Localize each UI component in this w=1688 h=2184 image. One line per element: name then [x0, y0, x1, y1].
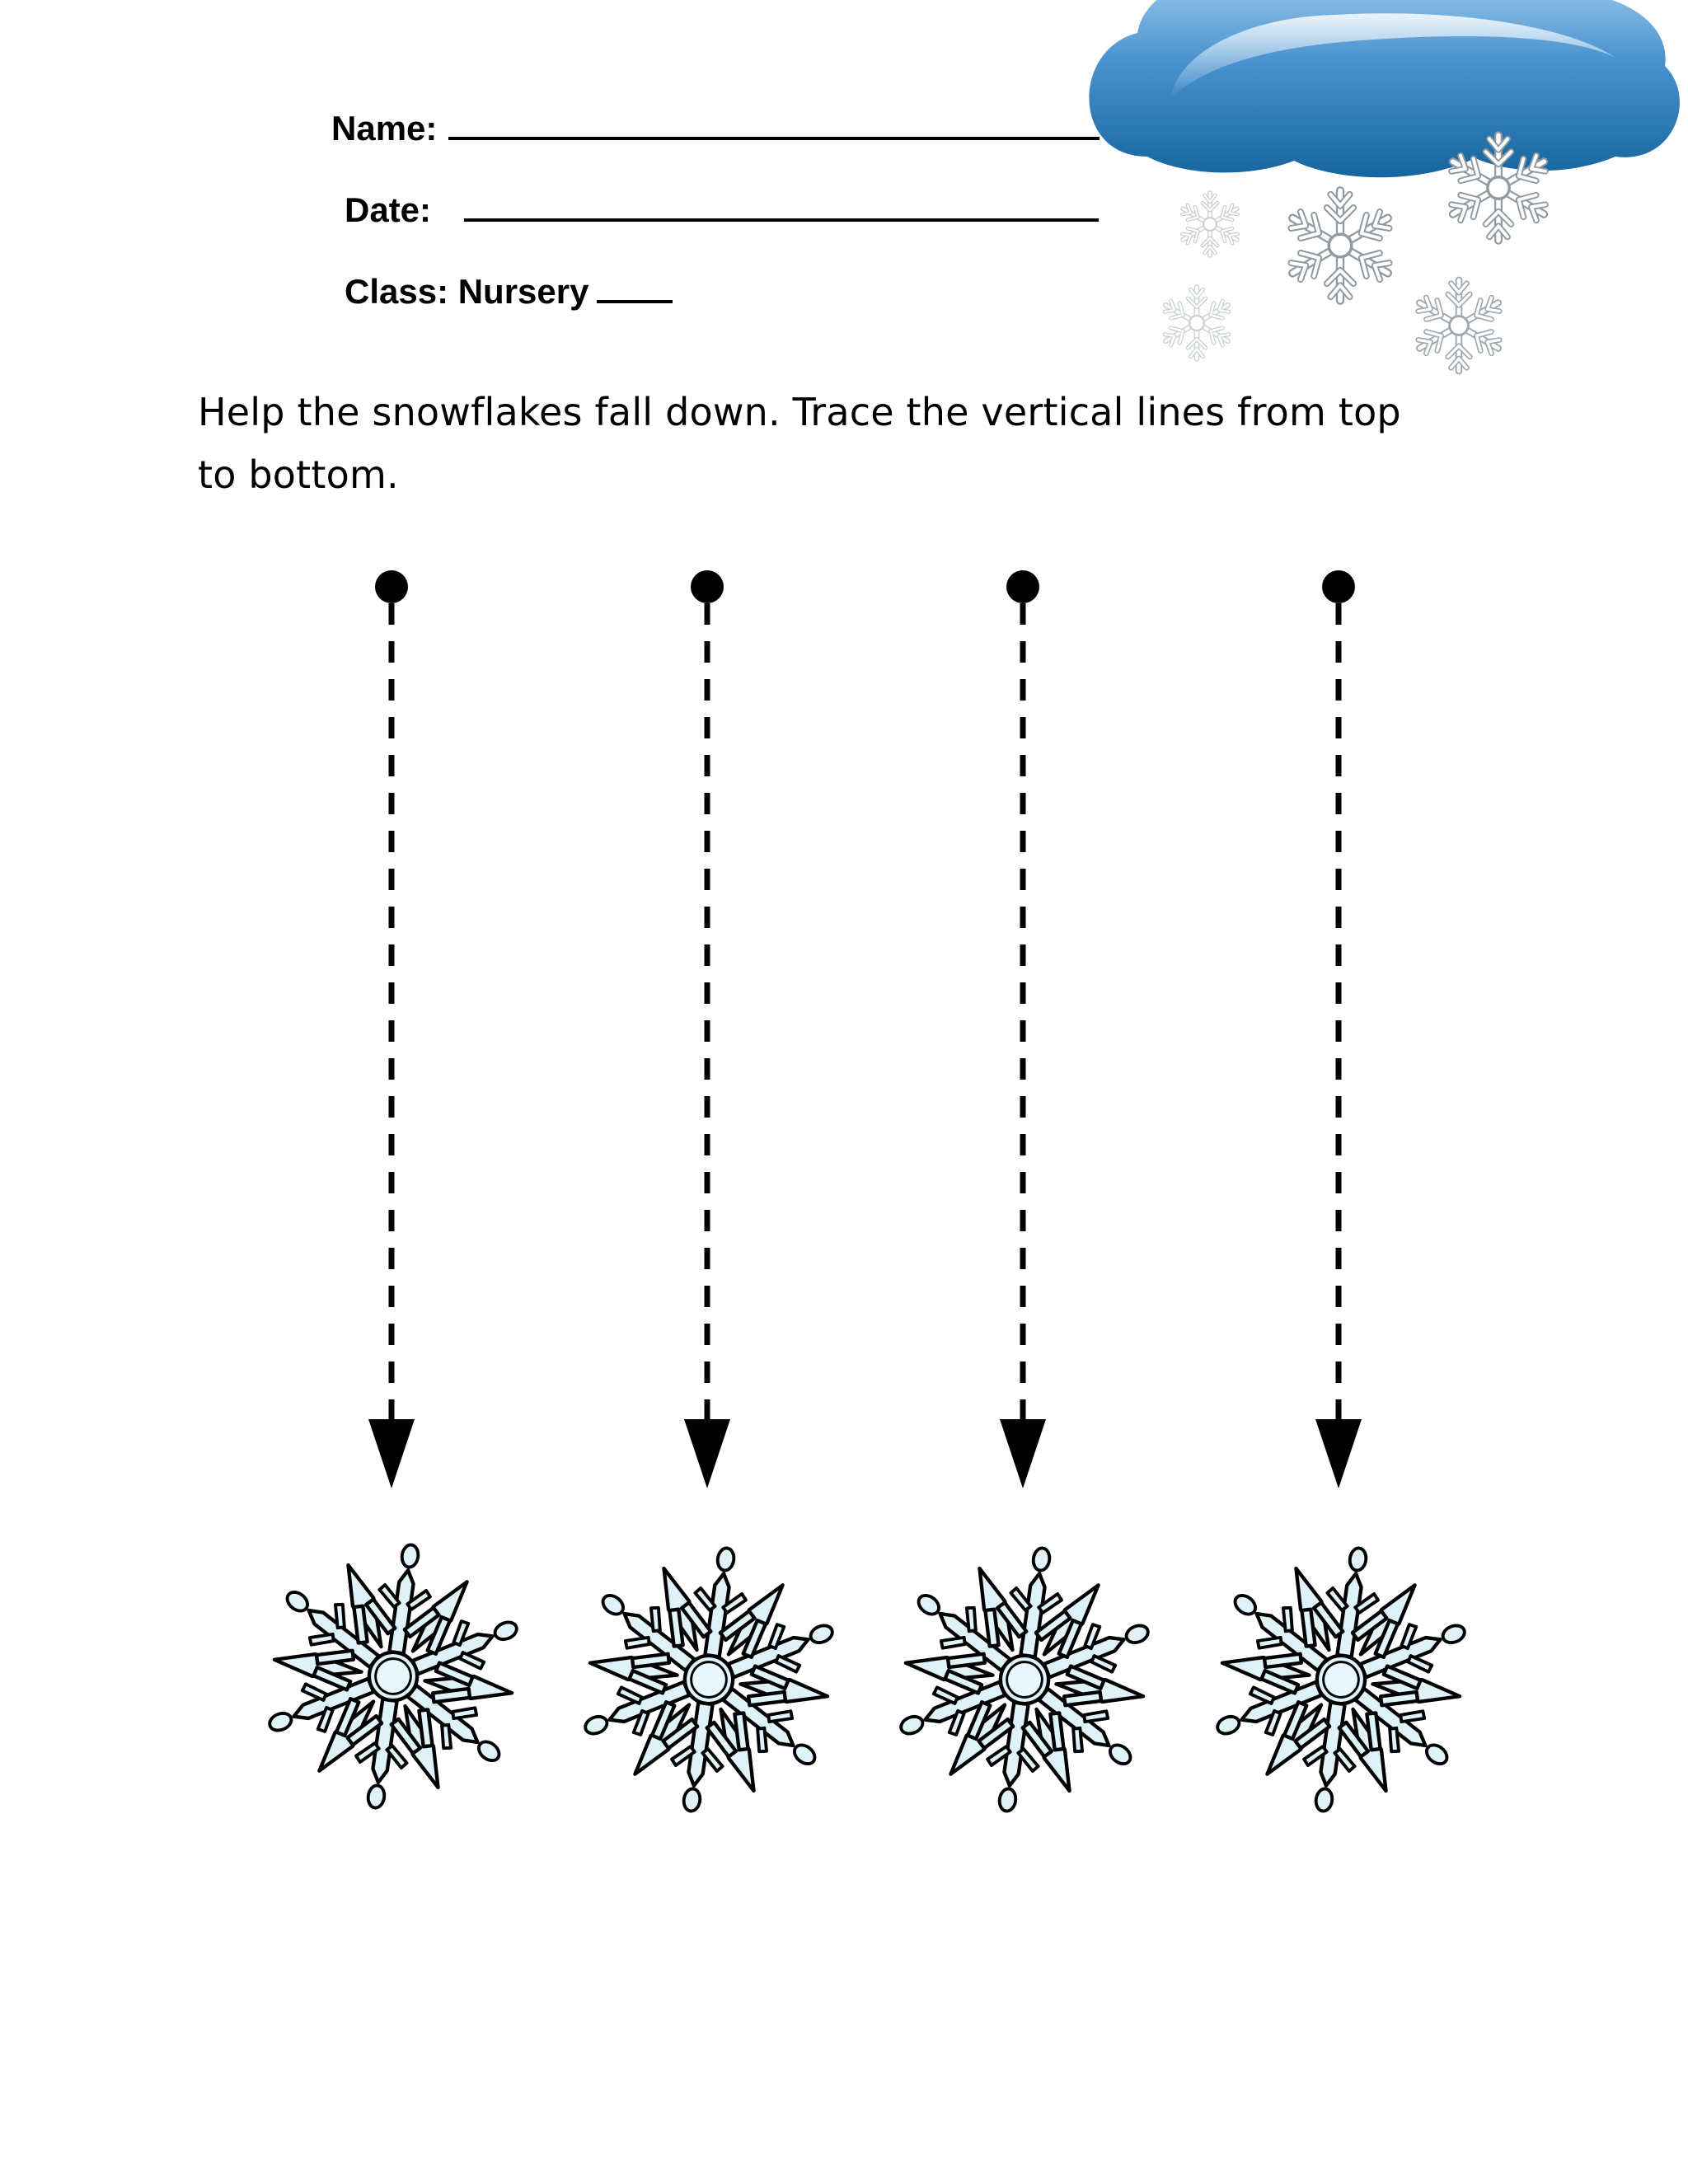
snowflake-decoration-4 — [1161, 288, 1232, 359]
snowflake-icon-2 — [558, 1530, 859, 1830]
down-arrow-icon — [1000, 1419, 1046, 1488]
down-arrow-icon — [684, 1419, 730, 1488]
start-dot — [1322, 570, 1355, 603]
tracing-line-3[interactable] — [1000, 570, 1046, 1488]
tracing-line-1[interactable] — [368, 570, 415, 1488]
class-label: Class: Nursery — [345, 272, 589, 311]
down-arrow-icon — [1315, 1419, 1362, 1488]
snowflake-decoration-3 — [1179, 193, 1240, 255]
snowflake-icon-4 — [1190, 1530, 1491, 1830]
name-label: Name: — [331, 109, 438, 148]
start-dot — [691, 570, 724, 603]
instruction-text: Help the snowflakes fall down. Trace the vertical lines from top to bottom. — [198, 390, 1401, 497]
cloud-illustration — [1089, 0, 1679, 177]
snowflake-decoration-5 — [1414, 280, 1504, 371]
date-label: Date: — [345, 190, 432, 229]
tracing-line-4[interactable] — [1315, 570, 1362, 1488]
snowflake-decoration-2 — [1286, 190, 1395, 300]
down-arrow-icon — [368, 1419, 415, 1488]
start-dot — [1006, 570, 1039, 603]
snowflake-icon-1 — [242, 1526, 543, 1826]
snowflake-icon-3 — [874, 1530, 1175, 1830]
tracing-line-2[interactable] — [684, 570, 730, 1488]
start-dot — [375, 570, 408, 603]
